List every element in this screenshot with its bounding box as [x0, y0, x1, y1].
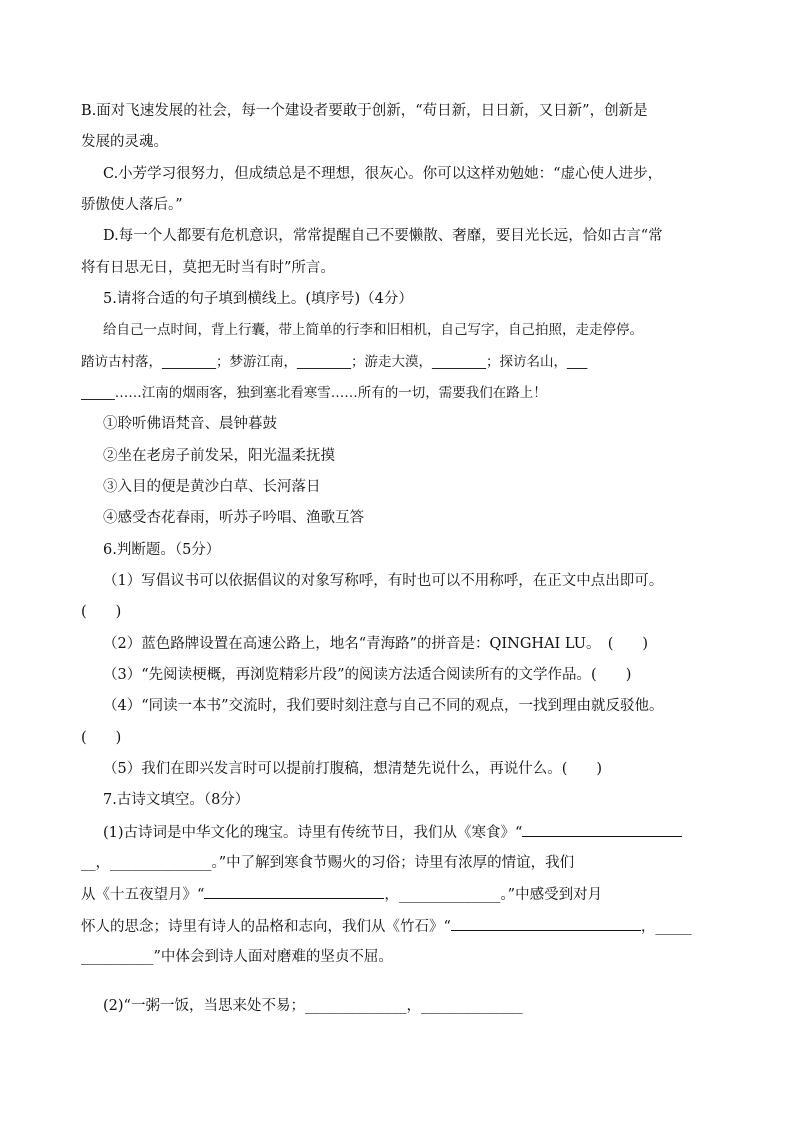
judgment-4-answer-parens: ( ) — [81, 730, 122, 746]
option-b-line-1: B.面对飞速发展的社会，每一个建设者要敢于创新，“苟日新，日日新，又日新”，创新是 — [81, 103, 648, 119]
question-7-heading: 7.古诗文填空。（8分） — [103, 792, 250, 808]
answer-blank[interactable] — [204, 884, 384, 899]
option-b-line-2: 发展的灵魂。 — [81, 134, 168, 150]
option-d-line-2: 将有日思无日，莫把无时当有时”所言。 — [81, 260, 335, 276]
poem-fill-line-3-text-a: 从《十五夜望月》“ — [81, 887, 205, 903]
option-d-line-1: D.每一个人都要有危机意识，常常提醒自己不要懒散、奢靡，要目光长远，恰如古言“常 — [103, 228, 663, 244]
poem-fill-line-1-text: (1)古诗词是中华文化的瑰宝。诗里有传统节日，我们从《寒食》“ — [103, 825, 523, 841]
poem-fill-line-3-text-b: ，______________。”中感受到对月 — [384, 887, 603, 903]
answer-blank[interactable] — [522, 822, 682, 837]
passage-line-1: 给自己一点时间，背上行囊，带上简单的行李和旧相机，自己写字，自己拍照，走走停停。 — [103, 322, 643, 338]
question-5-heading: 5.请将合适的句子填到横线上。(填序号)（4分） — [103, 291, 413, 307]
answer-blank[interactable] — [451, 916, 641, 931]
poem-fill-line-4-text-b: ，_____ — [640, 919, 692, 935]
question-6-heading: 6.判断题。（5分） — [103, 542, 221, 558]
choice-2: ②坐在老房子前发呆，阳光温柔抚摸 — [103, 448, 335, 464]
judgment-4-line-1: （4）“同读一本书”交流时，我们要时刻注意与自己不同的观点，一找到理由就反驳他。 — [103, 698, 664, 714]
judgment-5: （5）我们在即兴发言时可以提前打腹稿，想清楚先说什么，再说什么。( ) — [103, 761, 603, 777]
passage-line-2: 踏访古村落，________；梦游江南，________；游走大漠，________；探访名山，___ — [81, 354, 588, 370]
poem-fill-line-5: __________”中体会到诗人面对磨难的坚贞不屈。 — [81, 949, 393, 965]
poem-fill-line-1 — [103, 822, 723, 843]
poem-fill-line-4-text-a: 怀人的思念；诗里有诗人的品格和志向，我们从《竹石》“ — [81, 919, 451, 935]
judgment-1-answer-parens: ( ) — [81, 604, 122, 620]
judgment-3: （3）“先阅读梗概，再浏览精彩片段”的阅读方法适合阅读所有的文学作品。( ) — [103, 667, 632, 683]
poem-fill-line-2: __，______________。”中了解到寒食节赐火的习俗；诗里有浓厚的情谊，我们 — [81, 855, 575, 871]
poem-fill-line-6: (2)“一粥一饭，当思来处不易；______________，______________ — [103, 998, 523, 1014]
option-c-line-2: 骄傲使人落后。” — [81, 197, 183, 213]
choice-4: ④感受杏花春雨，听苏子吟唱、渔歌互答 — [103, 510, 364, 526]
judgment-1-line-1: （1）写倡议书可以依据倡议的对象写称呼，有时也可以不用称呼，在正文中点出即可。 — [103, 573, 664, 589]
judgment-2: （2）蓝色路牌设置在高速公路上，地名“青海路”的拼音是：QINGHAI LU。 ( ) — [103, 636, 649, 652]
option-c-line-1: C.小芳学习很努力，但成绩总是不理想，很灰心。你可以这样劝勉她：“虚心使人进步， — [103, 166, 663, 182]
poem-fill-line-3 — [81, 884, 721, 905]
choice-3: ③入目的便是黄沙白草、长河落日 — [103, 479, 321, 495]
choice-1: ①聆听佛语梵音、晨钟暮鼓 — [103, 416, 277, 432]
poem-fill-line-4 — [81, 916, 721, 937]
passage-line-3: _____……江南的烟雨客，独到塞北看寒雪……所有的一切，需要我们在路上！ — [81, 385, 547, 401]
